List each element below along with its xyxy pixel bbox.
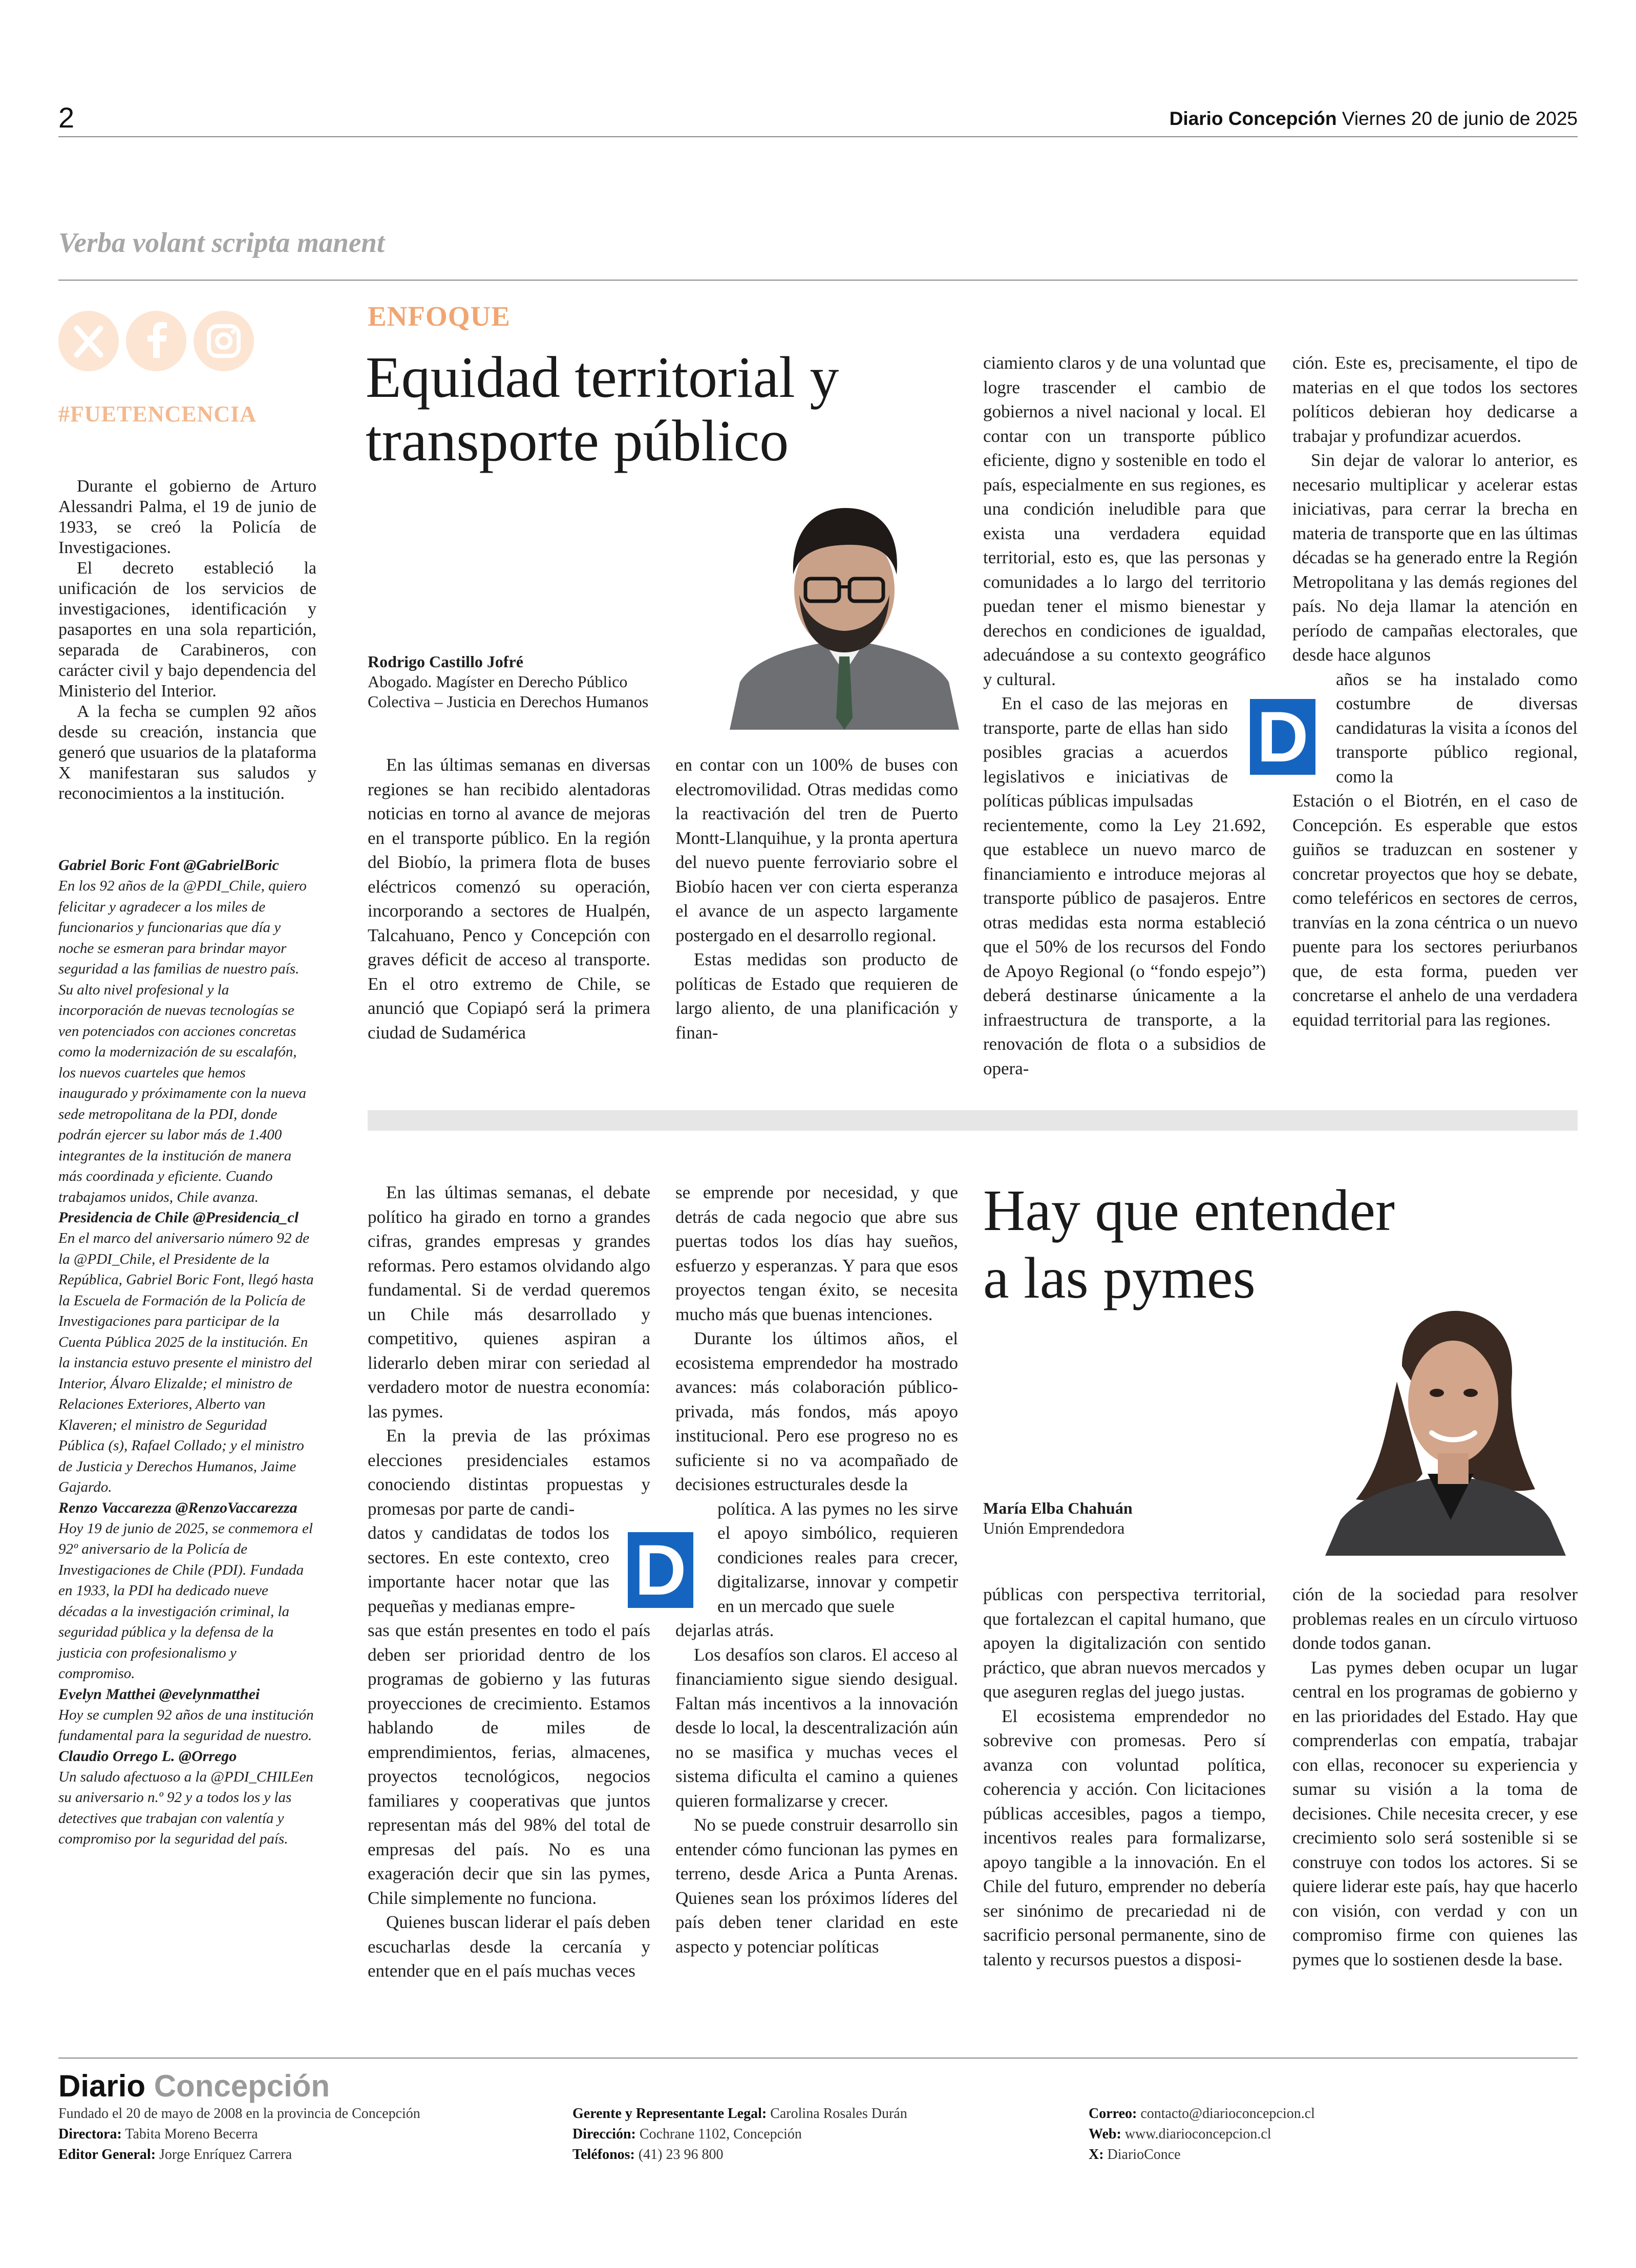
article1-paragraph: Sin dejar de valorar lo anterior, es necesario multiplicar y acelerar estas iniciativas, para cerrar la brecha en materia de transporte que en las últimas décadas se ha generado entre la Región Metropolitana y las demás regiones del país. No deja llamar la atención en período de campañas electorales, que desde hace algunos bbox=[1292, 450, 1578, 665]
article1-column-4 bbox=[1292, 351, 1578, 1032]
article2-column-2 bbox=[675, 1180, 958, 1959]
article2-paragraph: En las últimas semanas, el debate político ha girado en torno a grandes cifras, grandes empresas y grandes reformas. Pero estamos olvidando algo fundamental. Si de verdad queremos un Chile más desarrollado y competitivo, quienes aspiran a liderarlo deben mirar con seriedad al verdadero motor de nuestra economía: las pymes. bbox=[368, 1182, 650, 1422]
article1-paragraph: años se ha instalado como costumbre de diversas candidaturas la visita a íconos del transporte público regional, como la bbox=[1336, 669, 1578, 787]
directora-label: Directora: bbox=[58, 2126, 122, 2142]
web-line bbox=[1089, 2124, 1578, 2145]
footer-logo-part: Diario bbox=[58, 2069, 146, 2103]
article1-paragraph: ción. Este es, precisamente, el tipo de materias en el que todos los sectores políticos debieran hoy dedicarse a trabajar y profundizar acuerdos. bbox=[1292, 353, 1578, 446]
gerente-label: Gerente y Representante Legal: bbox=[572, 2106, 767, 2122]
article2-dropcap: D bbox=[628, 1532, 693, 1608]
article2-paragraph: dejarlas atrás. bbox=[675, 1620, 774, 1640]
article1-kicker: ENFOQUE bbox=[368, 301, 511, 332]
article2-paragraph: El ecosistema emprendedor no sobrevive con promesas. Pero sí avanza con voluntad política, coherencia y acción. Con licitaciones públicas accesibles, pagos a tiempo, incentivos reales para formalizarse, apoyo tangible a la innovación. En el Chile del futuro, emprender no debería ser sinónimo de precariedad ni de sacrificio personal permanente, sino de talento y recursos puestos a disposi- bbox=[983, 1706, 1266, 1969]
tweet-author[interactable]: Gabriel Boric Font @GabrielBoric bbox=[58, 857, 279, 874]
article2-byline bbox=[983, 1498, 1270, 1538]
tweet bbox=[58, 1684, 316, 1746]
footer-logo-part: Concepción bbox=[154, 2069, 330, 2103]
x-handle-link[interactable]: DiarioConce bbox=[1107, 2147, 1181, 2163]
article1-paragraph: ciamiento claros y de una voluntad que logre trascender el cambio de gobiernos a nivel nacional y local. El contar con un transporte público eficiente, digno y sostenible en todo el país, especialmente en sus regiones, es una condición ineludible para que exista una verdadera equidad territorial, esto es, que las personas y comunidades a lo largo del territorio puedan tener el mismo bienestar y derechos en condiciones de igualdad, adecuándose a su contexto geográfico y cultural. bbox=[983, 353, 1266, 689]
correo-label: Correo: bbox=[1089, 2106, 1137, 2122]
article1-column-3 bbox=[983, 351, 1266, 1080]
editor-name: Jorge Enríquez Carrera bbox=[159, 2147, 292, 2163]
editor-label: Editor General: bbox=[58, 2147, 156, 2163]
telefonos-label: Teléfonos: bbox=[572, 2147, 635, 2163]
footer-col-2 bbox=[572, 2104, 1074, 2165]
article2-paragraph: datos y candidatas de todos los sectores. En este contexto, creo importante hacer notar que las pequeñas y medianas empre- bbox=[368, 1523, 609, 1616]
article2-paragraph: Las pymes deben ocupar un lugar central en los programas de gobierno y en las prioridades del Estado. Hay que comprenderlas con empatía, trabajar con ellas, reconocer su experiencia y sumar su visión a la toma de decisiones. Chile necesita crecer, y ese crecimiento solo será sostenible si se construye con todos los actores. Si se quiere liderar este país, hay que hacerlo con visión, con verdad y con un compromiso firme con quienes las pymes que lo sostienen desde la base. bbox=[1292, 1657, 1578, 1969]
issue-date: Viernes 20 de junio de 2025 bbox=[1342, 108, 1578, 129]
intro-paragraph: A la fecha se cumplen 92 años desde su creación, instancia que generó que usuarios de la plataforma X manifestaran sus saludos y reconocimientos a la institución. bbox=[58, 702, 316, 803]
tweet-text: Un saludo afectuoso a la @PDI_CHILEen su aniversario n.º 92 y a todos los y las detectives que trabajan con valentía y compromiso por la seguridad del país. bbox=[58, 1768, 313, 1847]
gerente-line bbox=[572, 2104, 1074, 2124]
tweet-text: Hoy se cumplen 92 años de una institución fundamental para la seguridad de nuestro. bbox=[58, 1706, 314, 1744]
tweet-list bbox=[58, 855, 316, 1850]
article2-title bbox=[983, 1177, 1395, 1312]
article2-author-name: María Elba Chahuán bbox=[983, 1499, 1133, 1517]
intro-paragraph: Durante el gobierno de Arturo Alessandri Palma, el 19 de junio de 1933, se creó la Policía de Investigaciones. bbox=[58, 477, 316, 557]
article2-paragraph: ción de la sociedad para resolver problemas reales en un círculo virtuoso donde todos ganan. bbox=[1292, 1584, 1578, 1653]
telefonos-line bbox=[572, 2145, 1074, 2165]
article2-author-role: Unión Emprendedora bbox=[983, 1519, 1125, 1537]
sidebar-intro bbox=[58, 476, 316, 804]
article1-paragraph: En las últimas semanas en diversas regiones se han recibido alentadoras noticias en torno al avance de mejoras en el transporte público. En la región del Biobío, la primera flota de buses eléctricos comenzó su operación, incorporando a sectores de Hualpén, Talcahuano, Penco y Concepción con graves déficit de acceso al transporte. En el otro extremo de Chile, se anunció que Copiapó será la primera ciudad de Sudamérica bbox=[368, 755, 650, 1043]
instagram-icon[interactable] bbox=[194, 311, 254, 371]
article2-paragraph: No se puede construir desarrollo sin entender cómo funcionan las pymes en terreno, desde Arica a Punta Arenas. Quienes sean los próximos líderes del país deben tener claridad en este aspecto y potenciar políticas bbox=[675, 1815, 958, 1957]
footer-logo bbox=[58, 2069, 330, 2104]
telefonos-value: (41) 23 96 800 bbox=[638, 2147, 724, 2163]
article1-column-1 bbox=[368, 753, 650, 1045]
article2-column-4 bbox=[1292, 1582, 1578, 1972]
correo-line bbox=[1089, 2104, 1578, 2124]
article2-paragraph: se emprende por necesidad, y que detrás de cada negocio que abre sus puertas todos los días hay sueños, esfuerzo y esperanzas. Y para que esos proyectos tengan éxito, se necesita mucho más que buenas intenciones. bbox=[675, 1182, 958, 1324]
article2-paragraph: Durante los últimos años, el ecosistema emprendedor ha mostrado avances: más colaboración público-privada, más fondos, más apoyo institucional. Pero ese progreso no es suficiente si no va acompañado de decisiones estructurales desde la bbox=[675, 1328, 958, 1494]
correo-link[interactable]: contacto@diarioconcepcion.cl bbox=[1140, 2106, 1315, 2122]
direccion-line bbox=[572, 2124, 1074, 2145]
motto: Verba volant scripta manent bbox=[58, 227, 385, 258]
tweet-author[interactable]: Renzo Vaccarezza @RenzoVaccarezza bbox=[58, 1499, 298, 1516]
footer-col-1 bbox=[58, 2104, 560, 2165]
direccion-value: Cochrane 1102, Concepción bbox=[639, 2126, 802, 2142]
article2-paragraph: sas que están presentes en todo el país deben ser prioridad dentro de los programas de gobierno y las futuras proyecciones de crecimiento. Estamos hablando de miles de emprendimientos, ferias, almacenes, proyectos tecnológicos, negocios familiares y cooperativas que juntos representan más del 98% del total de empresas del país. No es una exageración decir que sin las pymes, Chile simplemente no funciona. bbox=[368, 1620, 650, 1908]
article2-column-3 bbox=[983, 1582, 1266, 1972]
article1-title-line: transporte público bbox=[366, 408, 789, 473]
article2-paragraph: En la previa de las próximas elecciones presidenciales estamos conociendo distintas propuestas y promesas por parte de candi- bbox=[368, 1426, 650, 1519]
article1-title bbox=[366, 346, 839, 473]
footer-rule bbox=[58, 2058, 1578, 2059]
web-label: Web: bbox=[1089, 2126, 1121, 2142]
article2-author-photo bbox=[1325, 1305, 1566, 1556]
tweet-author[interactable]: Presidencia de Chile @Presidencia_cl bbox=[58, 1209, 299, 1226]
intro-paragraph: El decreto estableció la unificación de los servicios de investigaciones, identificación y pasaportes en una sola repartición, separada de Carabineros, con carácter civil y bajo dependencia del Ministerio del Interior. bbox=[58, 559, 316, 701]
footer-col-3 bbox=[1089, 2104, 1578, 2165]
tweet bbox=[58, 1498, 316, 1684]
tweet-text: En los 92 años de la @PDI_Chile, quiero felicitar y agradecer a los miles de funcionarios y funcionarias que día y noche se esmeran para brindar mayor seguridad a las familias de nuestro país. Su alto nivel profesional y la incorporación de nuevas tecnologías se ven potenciados con acciones concretas como la modernización de su escalafón, los nuevos cuarteles que hemos inaugurado y próximamente con la nueva sede metropolitana de la PDI, donde podrán ejercer su labor más de 1.400 integrantes de la institución de manera más coordinada y eficiente. Cuando trabajamos unidos, Chile avanza. bbox=[58, 878, 307, 1205]
tweet-author[interactable]: Claudio Orrego L. @Orrego bbox=[58, 1747, 237, 1765]
article1-author-role: Colectiva – Justicia en Derechos Humanos bbox=[368, 692, 649, 711]
directora-line bbox=[58, 2124, 560, 2145]
masthead-date-line bbox=[1170, 108, 1578, 130]
web-link[interactable]: www.diarioconcepcion.cl bbox=[1124, 2126, 1271, 2142]
article2-paragraph: Los desafíos son claros. El acceso al financiamiento sigue siendo desigual. Faltan más incentivos a la innovación desde lo local, la descentralización aún no se masifica y muchas veces el sistema dificulta el camino a quienes quieren formalizarse y crecer. bbox=[675, 1644, 958, 1811]
section-separator-band bbox=[368, 1110, 1578, 1131]
tweet bbox=[58, 1207, 316, 1498]
article1-paragraph: En el caso de las mejoras en transporte, parte de ellas han sido posibles gracias a acuerdos legislativos e iniciativas de políticas públicas impulsadas bbox=[983, 693, 1228, 811]
tweet-author[interactable]: Evelyn Matthei @evelynmatthei bbox=[58, 1685, 260, 1703]
x-label: X: bbox=[1089, 2147, 1104, 2163]
article1-author-name: Rodrigo Castillo Jofré bbox=[368, 652, 523, 671]
article2-paragraph: política. A las pymes no les sirve el apoyo simbólico, requieren condiciones reales para crecer, digitalizarse, innovar y competir en un mercado que suele bbox=[717, 1498, 958, 1616]
article2-paragraph: públicas con perspectiva territorial, que fortalezcan el capital humano, que apoyen la digitalización con sentido práctico, que abran nuevos mercados y que aseguren reglas del juego justas. bbox=[983, 1584, 1266, 1702]
motto-rule bbox=[58, 280, 1578, 281]
article1-dropcap: D bbox=[1250, 699, 1315, 775]
page-number: 2 bbox=[58, 101, 75, 134]
x-icon[interactable] bbox=[58, 311, 119, 371]
article1-byline bbox=[368, 651, 685, 712]
hashtag[interactable]: #FUETENCENCIA bbox=[58, 401, 257, 427]
tweet-text: En el marco del aniversario número 92 de la @PDI_Chile, el Presidente de la República, Gabriel Boric Font, llegó hasta la Escuela de Formación de la Policía de Investigaciones para participar de la Cuenta Pública 2025 de la institución. En la instancia estuvo presente el ministro del Interior, Álvaro Elizalde; el ministro de Relaciones Exteriores, Alberto van Klaveren; el ministro de Seguridad Pública (s), Rafael Collado; y el ministro de Justicia y Derechos Humanos, Jaime Gajardo. bbox=[58, 1230, 314, 1495]
direccion-label: Dirección: bbox=[572, 2126, 636, 2142]
article2-paragraph: Quienes buscan liderar el país deben escucharlas desde la cercanía y entender que en el país muchas veces bbox=[368, 1912, 650, 1981]
x-line bbox=[1089, 2145, 1578, 2165]
tweet bbox=[58, 1746, 316, 1850]
tweet-text: Hoy 19 de junio de 2025, se conmemora el 92º aniversario de la Policía de Investigaciones de Chile (PDI). Fundada en 1933, la PDI ha dedicado nueve décadas a la investigación criminal, la seguridad pública y la defensa de la justicia con profesionalismo y compromiso. bbox=[58, 1520, 313, 1682]
article2-title-line: Hay que entender bbox=[983, 1178, 1395, 1243]
article1-paragraph: recientemente, como la Ley 21.692, que establece un nuevo marco de financiamiento e introduce mejoras al transporte público de pasajeros. Entre otras medidas esta norma estableció que el 50% de los recursos del Fondo de Apoyo Regional (o “fondo espejo”) deberá destinarse únicamente a la infraestructura de transporte, a la renovación de flota o a subsidios de opera- bbox=[983, 815, 1266, 1078]
article1-column-2 bbox=[675, 753, 958, 1045]
header-rule bbox=[58, 136, 1578, 137]
directora-name: Tabita Moreno Becerra bbox=[125, 2126, 258, 2142]
editor-line bbox=[58, 2145, 560, 2165]
article2-title-line: a las pymes bbox=[983, 1245, 1256, 1310]
article2-column-1 bbox=[368, 1180, 650, 1983]
article1-author-role: Abogado. Magíster en Derecho Público bbox=[368, 672, 628, 691]
article1-paragraph: Estas medidas son producto de políticas de Estado que requieren de largo aliento, de una planificación y finan- bbox=[675, 949, 958, 1043]
article1-author-photo bbox=[730, 493, 959, 730]
paper-name: Diario Concepción bbox=[1169, 108, 1337, 129]
founded-line: Fundado el 20 de mayo de 2008 en la provincia de Concepción bbox=[58, 2106, 420, 2122]
article1-paragraph: en contar con un 100% de buses con electromovilidad. Otras medidas como la reactivación del tren de Puerto Montt-Llanquihue, y la pronta apertura del nuevo puente ferroviario sobre el Biobío hacen ver con cierta esperanza el avance de un aspecto largamente postergado en el desarrollo regional. bbox=[675, 755, 958, 945]
article1-title-line: Equidad territorial y bbox=[366, 345, 839, 410]
facebook-icon[interactable] bbox=[126, 311, 186, 371]
tweet bbox=[58, 855, 316, 1207]
gerente-name: Carolina Rosales Durán bbox=[770, 2106, 907, 2122]
article1-paragraph: Estación o el Biotrén, en el caso de Concepción. Es esperable que estos guiños se traduzcan en sostener y concretar proyectos que hoy se debate, como teleféricos en sectores de cerros, tranvías en la zona céntrica o un nuevo puente para los sectores periurbanos que, de esta forma, pueden ver concretarse el anhelo de una verdadera equidad territorial para las regiones. bbox=[1292, 791, 1578, 1030]
